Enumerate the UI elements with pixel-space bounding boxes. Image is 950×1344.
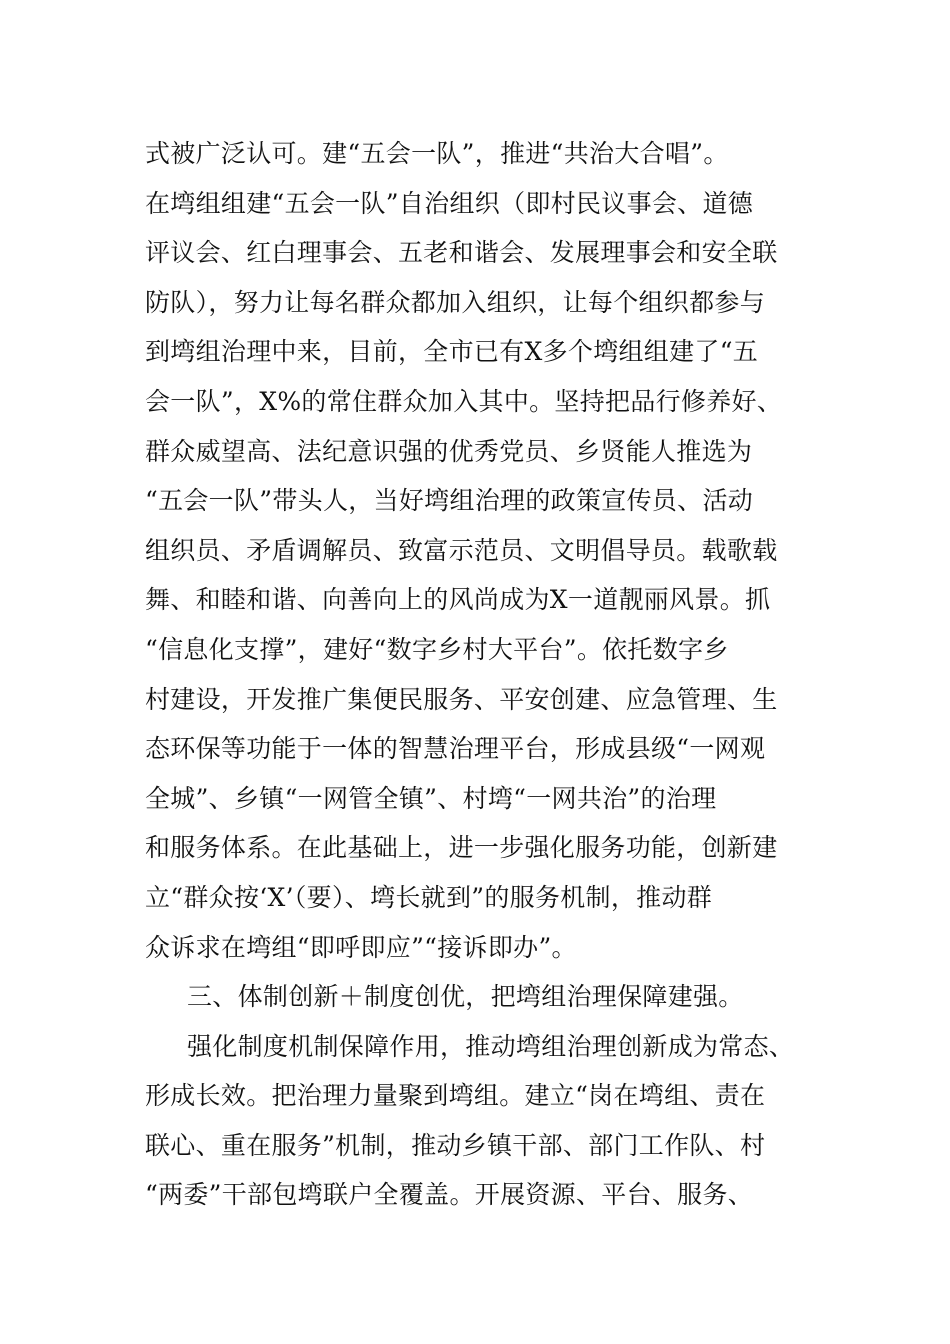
text-line: “五会一队”带头人，当好塆组治理的政策宣传员、活动	[145, 486, 754, 516]
text-line: 全城”、乡镇“一网管全镇”、村塆“一网共治”的治理	[145, 783, 717, 813]
body-text	[145, 129, 825, 1220]
text-line: 群众威望高、法纪意识强的优秀党员、乡贤能人推选为	[145, 436, 753, 466]
text-line: 评议会、红白理事会、五老和谐会、发展理事会和安全联	[145, 238, 778, 268]
text-line: 组织员、矛盾调解员、致富示范员、文明倡导员。载歌载	[145, 535, 778, 565]
text-line: 到塆组治理中来，目前，全市已有X多个塆组组建了“五	[145, 337, 759, 367]
text-line: 众诉求在塆组“即呼即应”“接诉即办”。	[145, 932, 577, 962]
text-line: 立“群众按‘X’（要）、塆长就到”的服务机制，推动群	[145, 882, 713, 912]
text-line: 联心、重在服务”机制，推动乡镇干部、部门工作队、村	[145, 1130, 766, 1160]
text-line: 和服务体系。在此基础上，进一步强化服务功能，创新建	[145, 833, 778, 863]
text-line: 村建设，开发推广集便民服务、平安创建、应急管理、生	[145, 684, 778, 714]
text-line: 形成长效。把治理力量聚到塆组。建立“岗在塆组、责在	[145, 1081, 766, 1111]
text-line: 式被广泛认可。建“五会一队”，推进“共治大合唱”。	[145, 139, 729, 168]
text-line: “两委”干部包塆联户全覆盖。开展资源、平台、服务、	[145, 1180, 754, 1210]
text-line: 会一队”，X%的常住群众加入其中。坚持把品行修养好、	[145, 386, 783, 416]
section-heading: 三、体制创新＋制度创优，把塆组治理保障建强。	[187, 982, 744, 1012]
text-line: “信息化支撑”，建好“数字乡村大平台”。依托数字乡	[145, 634, 729, 664]
paragraph-first-line: 强化制度机制保障作用，推动塆组治理创新成为常态、	[187, 1031, 795, 1061]
text-line: 舞、和睦和谐、向善向上的风尚成为X一道靓丽风景。抓	[145, 585, 771, 615]
text-line: 防队），努力让每名群众都加入组织，让每个组织都参与	[145, 287, 766, 317]
text-line: 在塆组组建“五会一队”自治组织（即村民议事会、道德	[145, 188, 754, 218]
text-line: 态环保等功能于一体的智慧治理平台，形成县级“一网观	[145, 734, 766, 764]
